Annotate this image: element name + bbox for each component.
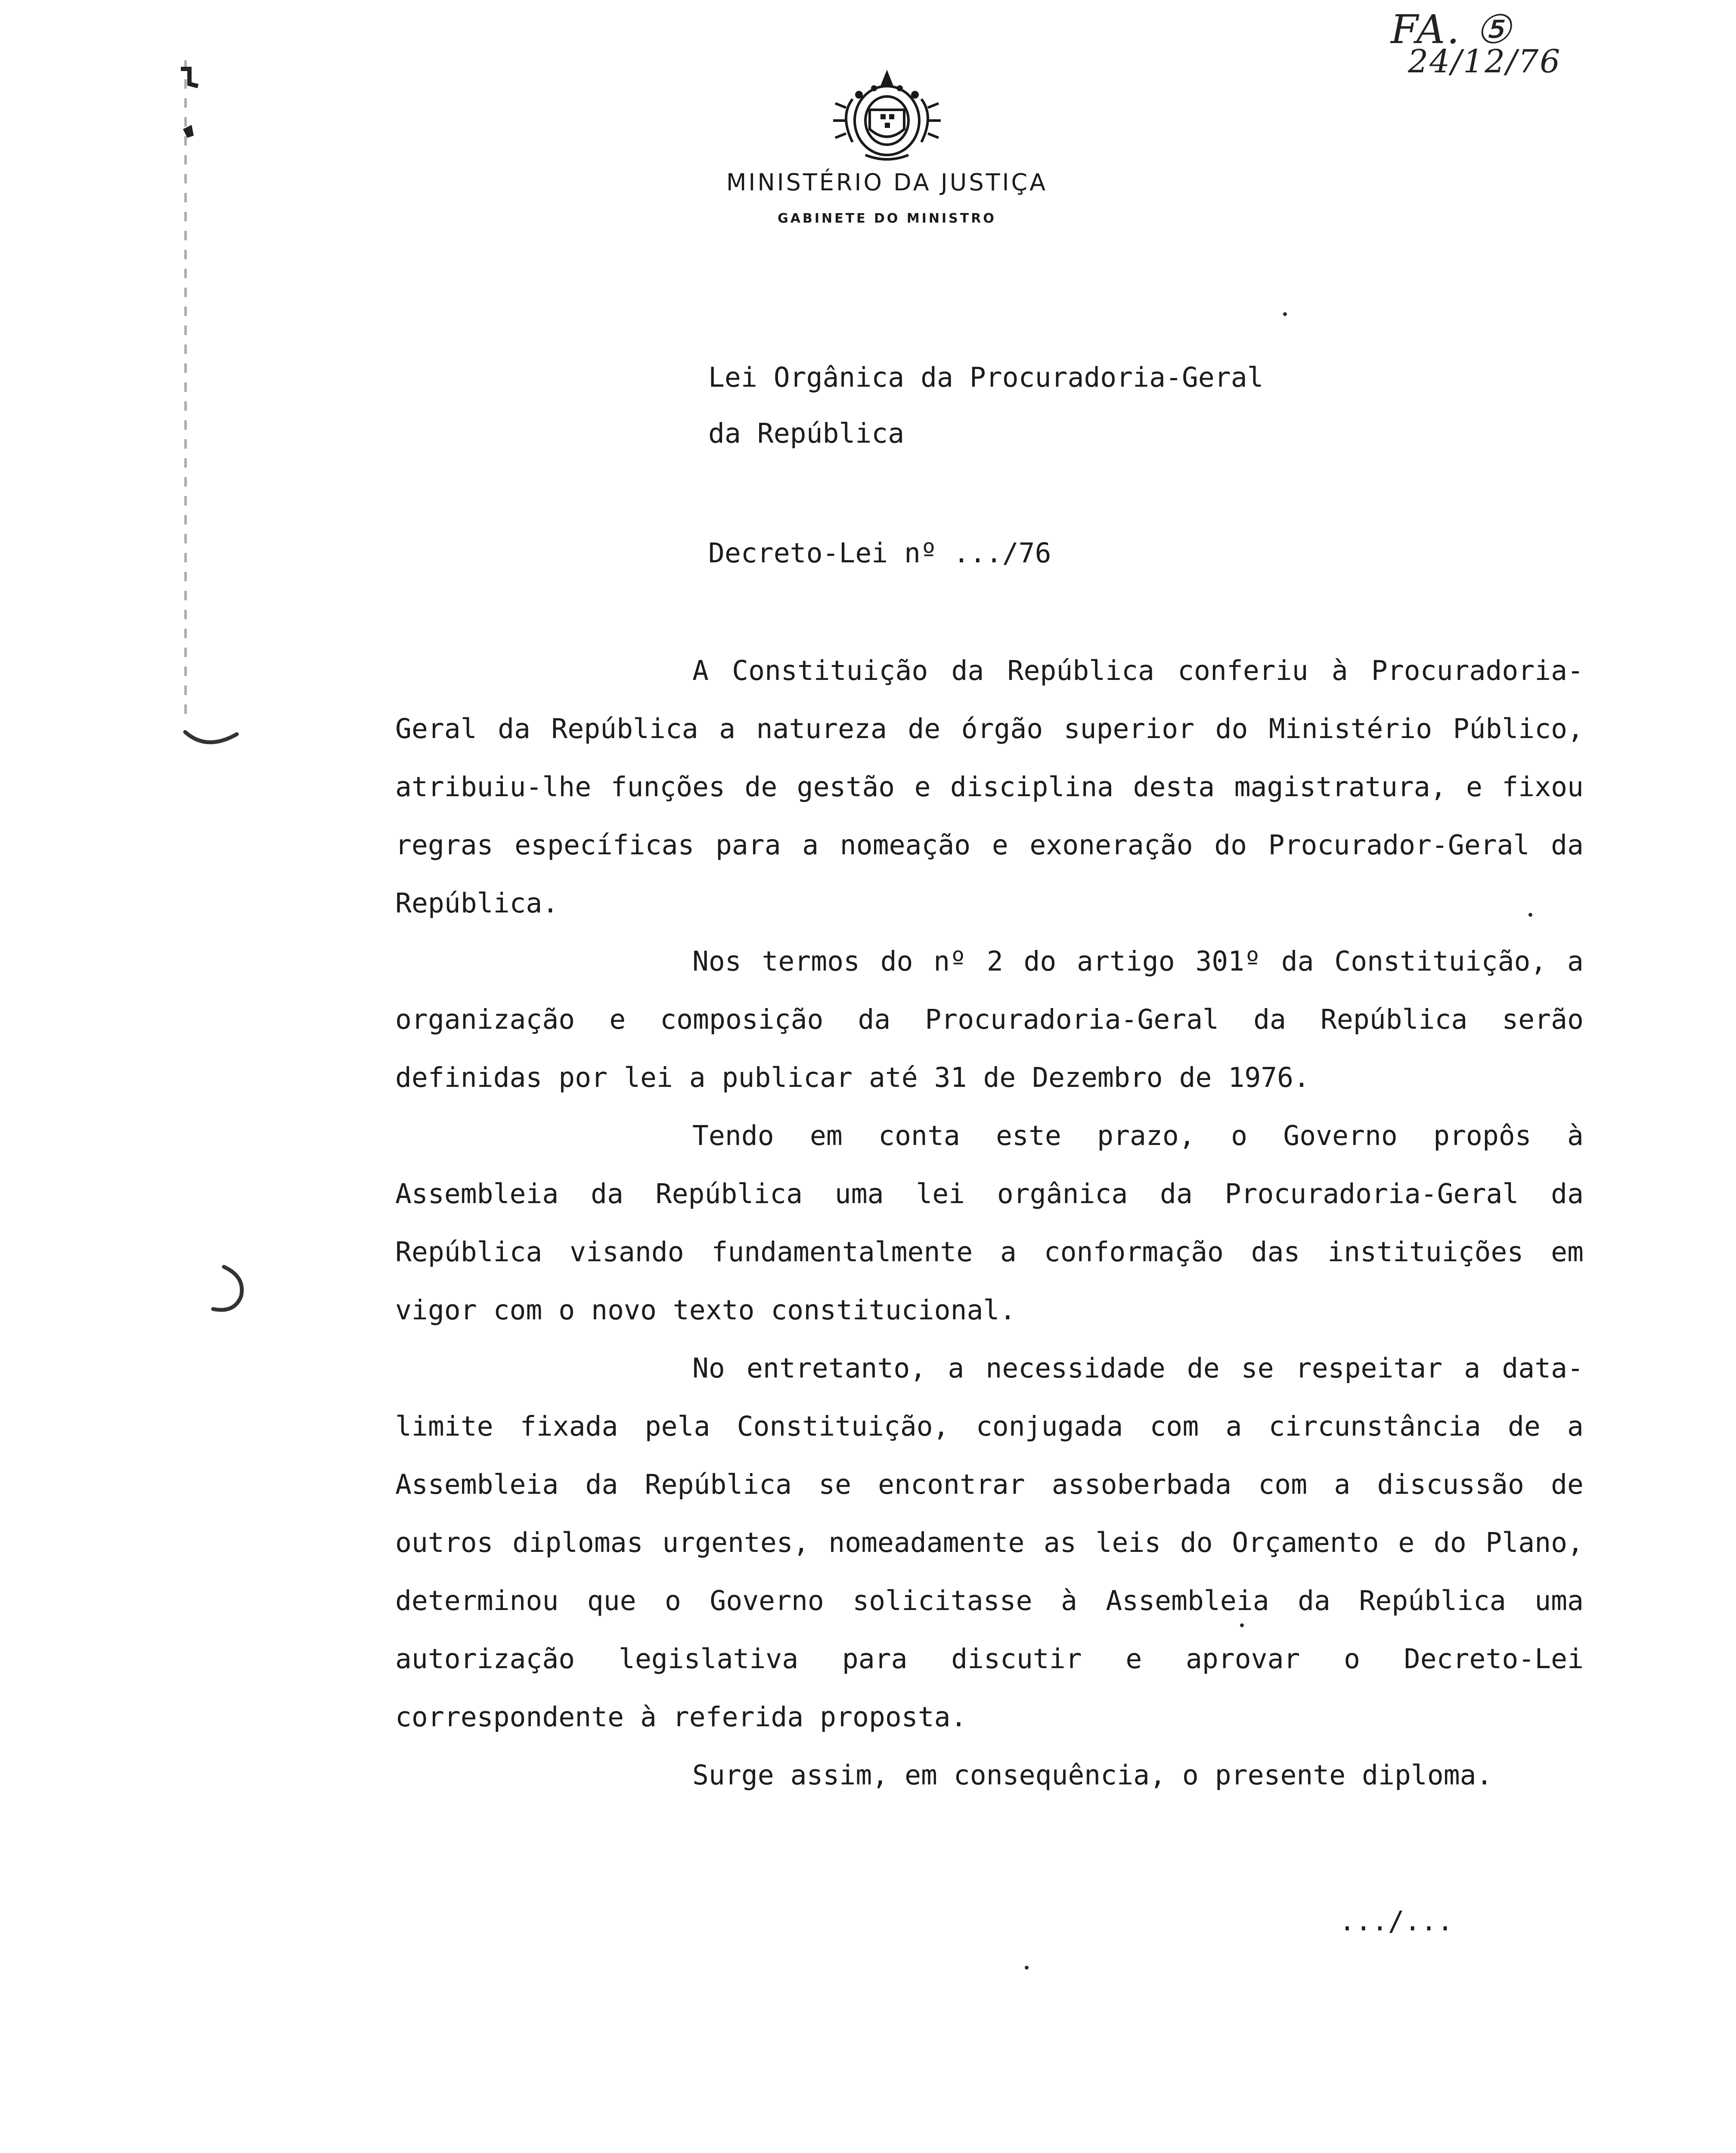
dust-speck [1025,1966,1029,1970]
handwritten-date: 24/12/76 [1408,43,1562,80]
paragraph-5: Surge assim, em consequência, o presente diploma. [692,1759,1493,1791]
paragraph-3: Tendo em conta este prazo, o Governo propôs à Assembleia da República uma lei orgânica da Procuradoria-Geral da República visando fundamentalmente a conformação das instituições em vigor com o novo texto constitucional. [395,1120,1584,1326]
handwritten-reference: FA. ⑤ [1391,6,1513,53]
coat-of-arms-icon [827,69,947,164]
paragraph-1: A Constituição da República conferiu à Procuradoria-Geral da República a natureza de órgão superior do Ministério Público, atribuiu-lhe funções de gestão e disciplina desta magistratura, e fixou regras específicas para a nomeação e exoneração do Procurador-Geral da República. [395,655,1584,919]
paragraph-4: No entretanto, a necessidade de se respeitar a data-limite fixada pela Constituição, conjugada com a circunstância de a Assembleia da República se encontrar assoberbada com a discussão de outros diplomas urgentes, nomeadamente as leis do Orçamento e do Plano, determinou que o Governo solicitasse à Assembleia da República uma autorização legislativa para discutir e aprovar o Decreto-Lei correspondente à referida proposta. [395,1353,1584,1733]
continuation-mark: .../... [1339,1905,1454,1937]
title-line-1: Lei Orgânica da Procuradoria-Geral [708,362,1264,393]
dust-speck [1283,312,1287,316]
binding-marks [184,60,187,723]
punch-hole-mark-upper [181,715,245,762]
ministry-name: MINISTÉRIO DA JUSTIÇA [726,169,1048,196]
decree-number: Decreto-Lei nº .../76 [708,537,1051,569]
title-line-2: da República [708,418,905,449]
paragraph-2: Nos termos do nº 2 do artigo 301º da Constituição, a organização e composição da Procuradoria-Geral da República serão definidas por lei a publicar até 31 de Dezembro de 1976. [395,946,1584,1093]
punch-hole-mark-lower [194,1262,254,1318]
staple-marks [172,60,207,146]
cabinet-name: GABINETE DO MINISTRO [778,211,996,226]
